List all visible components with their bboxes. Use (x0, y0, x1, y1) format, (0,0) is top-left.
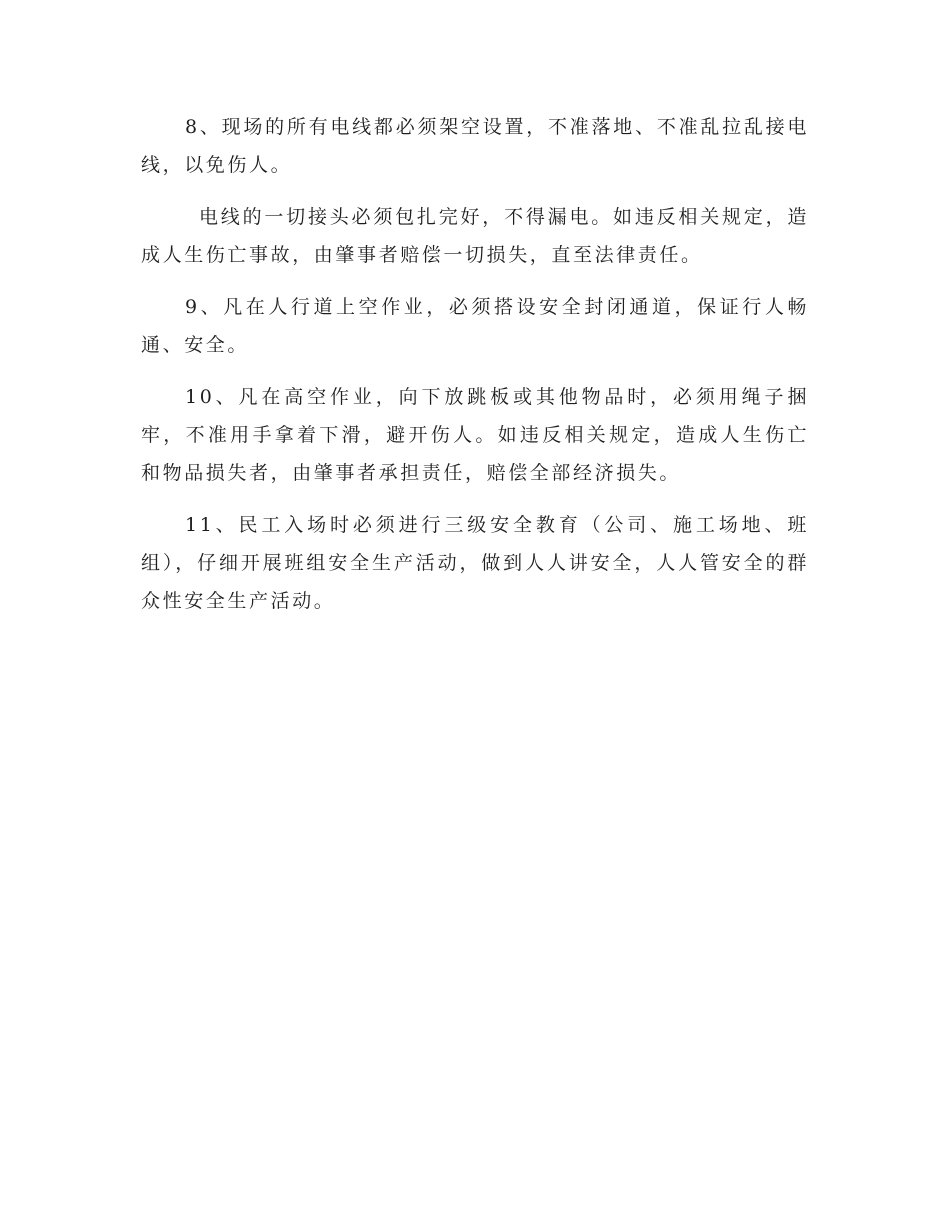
document-body (141, 108, 809, 634)
paragraph-item-10: 10、凡在高空作业，向下放跳板或其他物品时，必须用绳子捆牢，不准用手拿着下滑，避开伤人。如违反相关规定，造成人生伤亡和物品损失者，由肇事者承担责任，赔偿全部经济损失。 (141, 386, 809, 484)
paragraph-item-8: 8、现场的所有电线都必须架空设置，不准落地、不准乱拉乱接电线，以免伤人。 (141, 116, 809, 176)
paragraph-wire-joints: 电线的一切接头必须包扎完好，不得漏电。如违反相关规定，造成人生伤亡事故，由肇事者赔偿一切损失，直至法律责任。 (141, 206, 809, 266)
paragraph-item-9: 9、凡在人行道上空作业，必须搭设安全封闭通道，保证行人畅通、安全。 (141, 296, 809, 356)
paragraph-item-11: 11、民工入场时必须进行三级安全教育（公司、施工场地、班组），仔细开展班组安全生产活动，做到人人讲安全，人人管安全的群众性安全生产活动。 (141, 514, 809, 612)
